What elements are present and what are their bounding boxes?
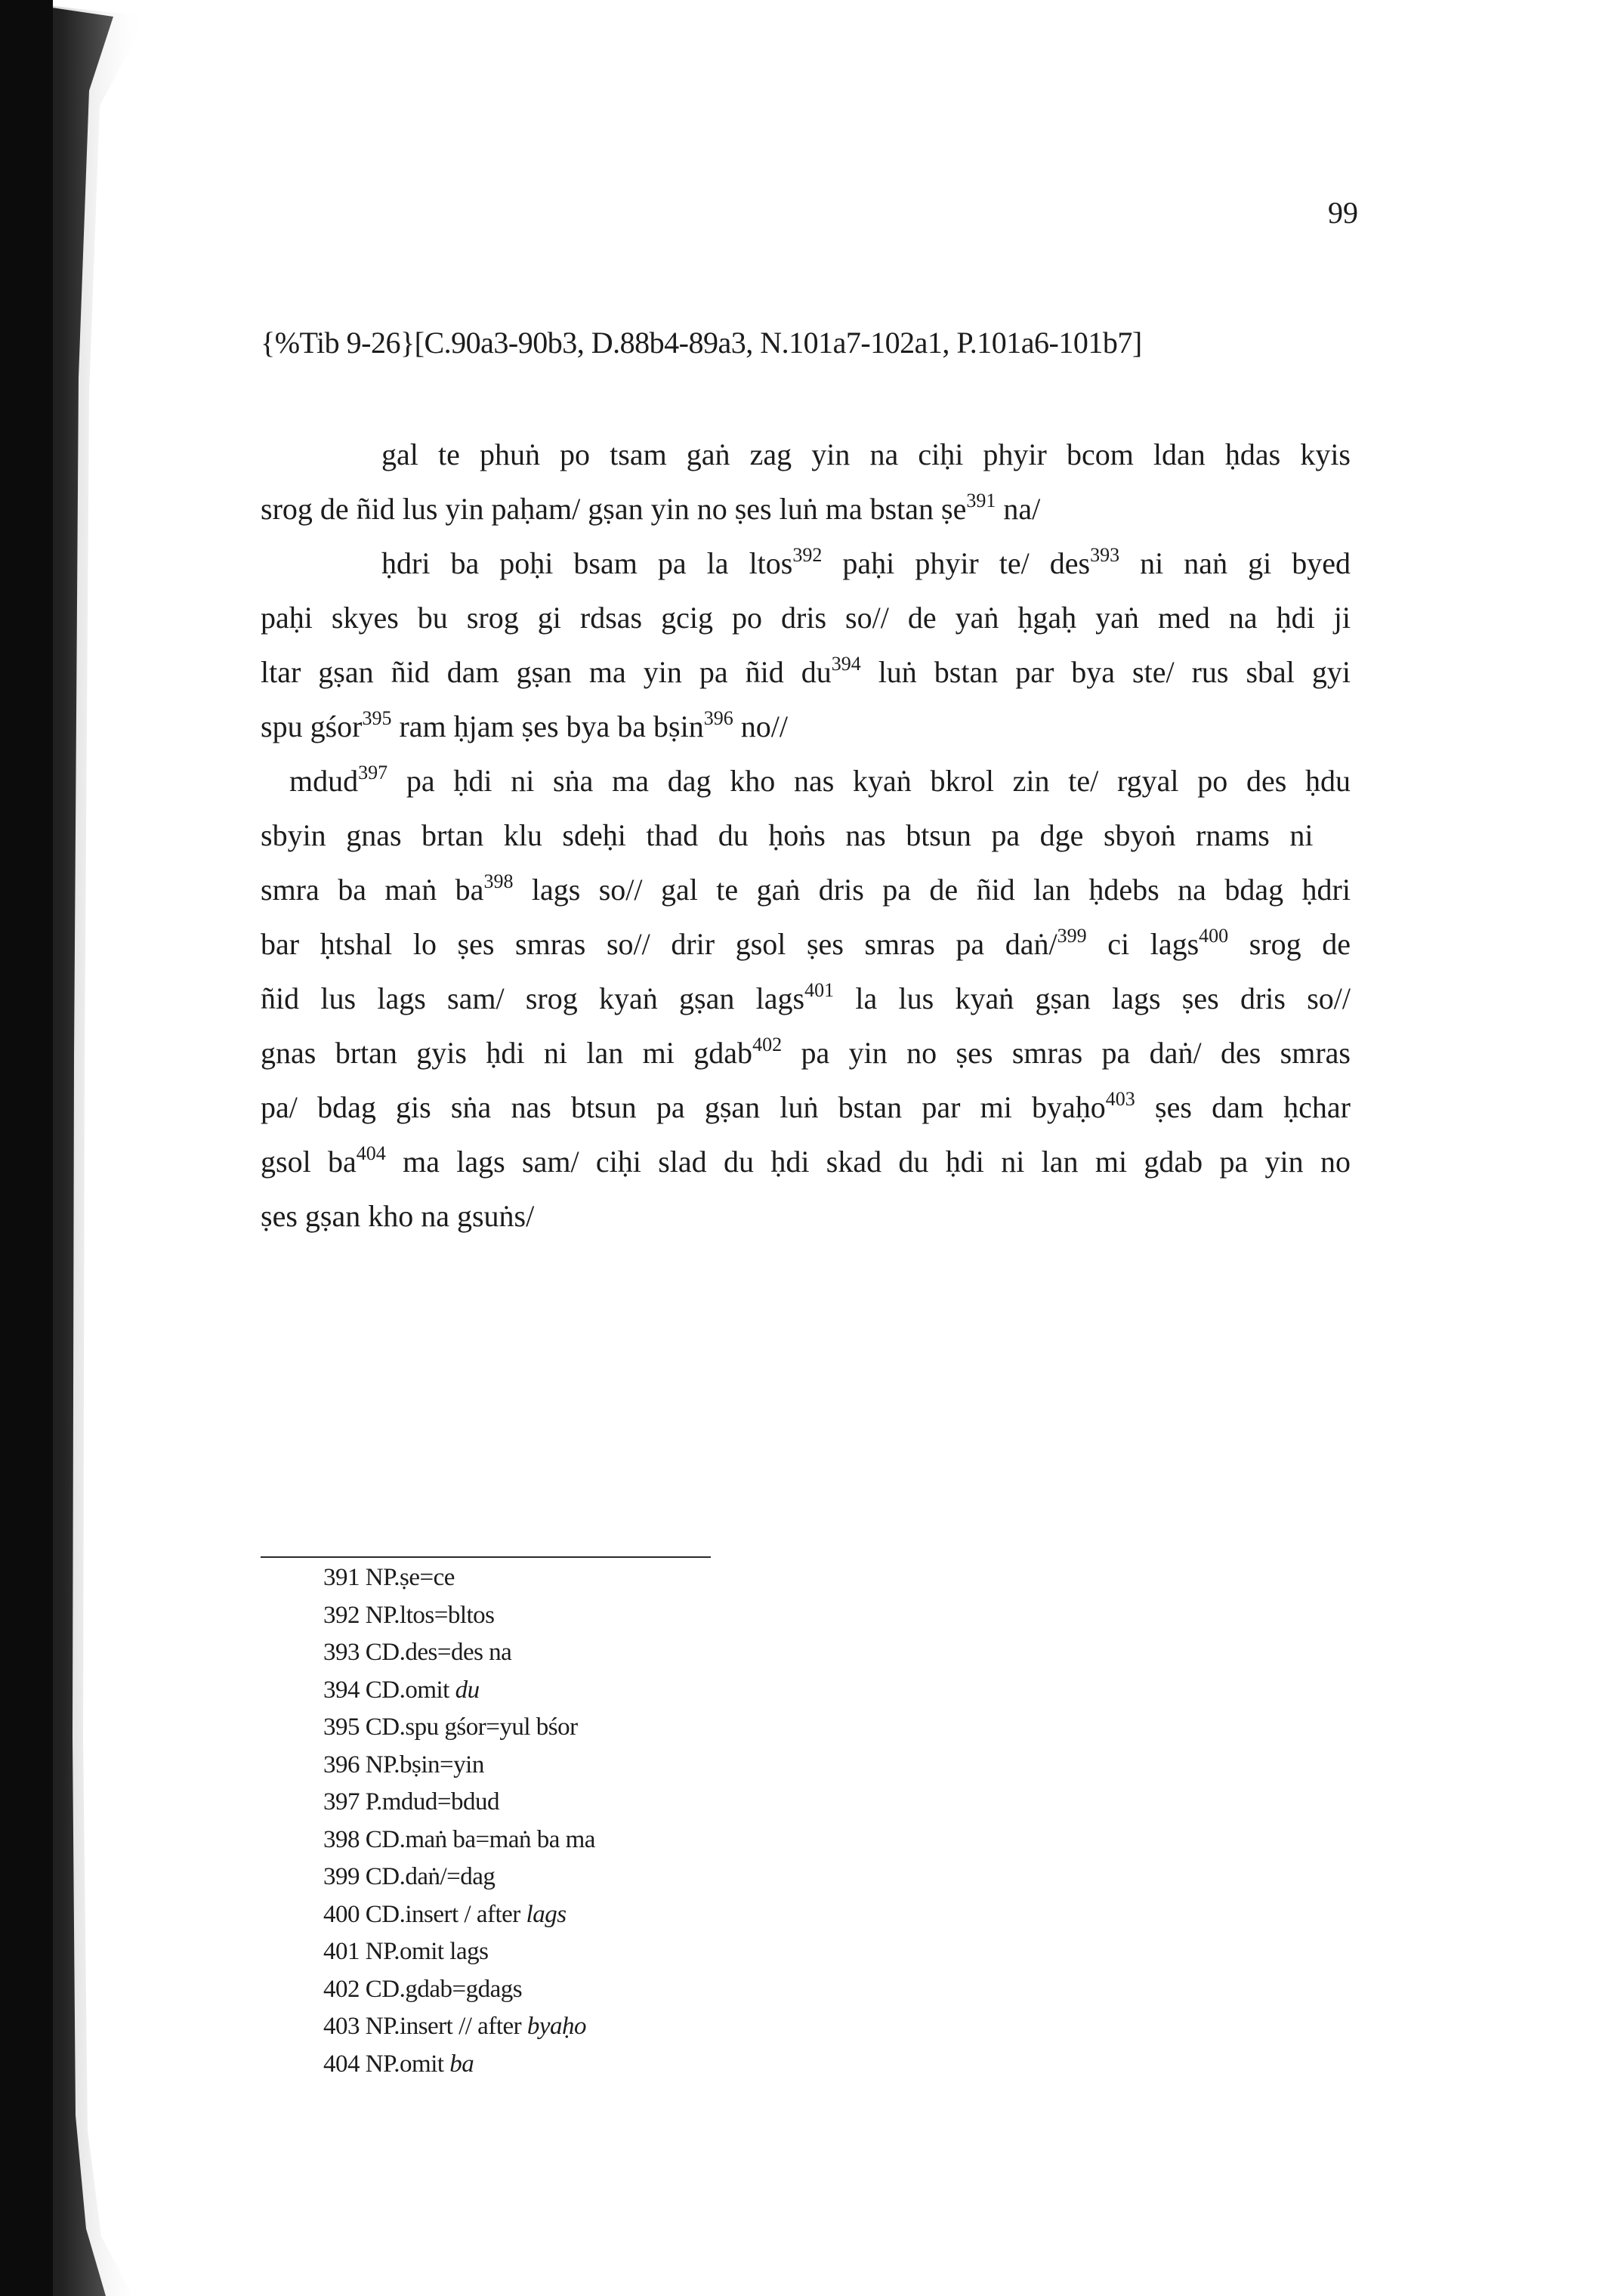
footnote-item — [323, 2013, 586, 2041]
footnote-italic-term: ba — [449, 2050, 474, 2078]
footnote-marker: 401 — [804, 979, 835, 1001]
body-line — [381, 544, 1351, 580]
footnote-item — [323, 1564, 455, 1592]
line-text: ṣes dam ḥchar — [1135, 1090, 1351, 1124]
footnote-marker: 394 — [831, 653, 861, 675]
footnote-text: 399 CD.daṅ/=dag — [323, 1863, 496, 1890]
line-text: na/ — [996, 492, 1041, 526]
line-text: lags so// gal te gaṅ dris pa de ñid lan ḥdebs na bdag ḥdri — [513, 873, 1351, 907]
footnote-marker: 400 — [1199, 925, 1229, 947]
footnote-text: 400 CD.insert / after — [323, 1900, 526, 1928]
line-text: pa yin no ṣes smras pa daṅ/ des smras — [782, 1036, 1351, 1070]
line-text: bar ḥtshal lo ṣes smras so// drir gsol ṣes smras pa daṅ/ — [261, 927, 1057, 961]
body-line — [261, 490, 1041, 526]
line-text: gnas brtan gyis ḥdi ni lan mi gdab — [261, 1036, 753, 1070]
line-text: ltar gṣan ñid dam gṣan ma yin pa ñid du — [261, 655, 832, 689]
line-text: ṣes gṣan kho na gsuṅs/ — [261, 1199, 535, 1233]
line-text: sbyin gnas brtan klu sdeḥi thad du ḥoṅs nas btsun pa dge sbyoṅ rnams ni — [261, 818, 1314, 852]
footnote-item — [323, 1751, 484, 1779]
footnote-text: 393 CD.des=des na — [323, 1639, 512, 1666]
body-line — [261, 1034, 1351, 1070]
footnote-marker: 404 — [356, 1142, 386, 1164]
line-text: pa/ bdag gis sṅa nas btsun pa gṣan luṅ bstan par mi byaḥo — [261, 1090, 1106, 1124]
line-text: gal te phuṅ po tsam gaṅ zag yin na ciḥi phyir bcom ldan ḥdas kyis — [381, 437, 1351, 471]
body-line — [261, 603, 1351, 633]
line-text: mdud — [289, 764, 359, 798]
line-text: smra ba maṅ ba — [261, 873, 484, 907]
footnote-marker: 397 — [358, 762, 388, 783]
footnote-marker: 395 — [362, 707, 392, 729]
body-line — [261, 925, 1351, 961]
footnote-marker: 399 — [1057, 925, 1087, 947]
line-text: srog de ñid lus yin paḥam/ gṣan yin no ṣes luṅ ma bstan ṣe — [261, 492, 967, 526]
footnote-marker: 391 — [966, 490, 996, 511]
line-text: ma lags sam/ ciḥi slad du ḥdi skad du ḥdi ni lan mi gdab pa yin no — [385, 1145, 1351, 1179]
footnote-item — [323, 1863, 495, 1891]
footnote-item — [323, 1602, 495, 1630]
line-text: paḥi phyir te/ des — [822, 546, 1091, 580]
body-line — [261, 653, 1351, 689]
footnote-marker: 402 — [752, 1034, 783, 1055]
footnote-item — [323, 1901, 567, 1929]
footnote-italic-term: byaḥo — [526, 2013, 587, 2040]
footnote-item — [323, 1788, 499, 1816]
footnote-marker: 398 — [483, 870, 514, 892]
footnote-text: 401 NP.omit lags — [323, 1938, 489, 1965]
line-text: ni naṅ gi byed — [1119, 546, 1351, 580]
line-text: ḥdri ba poḥi bsam pa la ltos — [381, 546, 793, 580]
body-line — [261, 1201, 534, 1231]
footnote-text: 404 NP.omit — [323, 2050, 450, 2078]
footnote-italic-term: lags — [526, 1900, 567, 1928]
line-text: la lus kyaṅ gṣan lags ṣes dris so// — [834, 981, 1351, 1015]
footnote-item — [323, 1676, 480, 1704]
line-text: pa ḥdi ni sṅa ma dag kho nas kyaṅ bkrol zin te/ rgyal po des ḥdu — [387, 764, 1351, 798]
line-text: no// — [733, 709, 788, 743]
line-text: ñid lus lags sam/ srog kyaṅ gṣan lags — [261, 981, 805, 1015]
line-text: paḥi skyes bu srog gi rdsas gcig po dris so// de yaṅ ḥgaḥ yaṅ med na ḥdi ji — [261, 601, 1351, 635]
footnote-text: 402 CD.gdab=gdags — [323, 1975, 523, 2003]
footnote-item — [323, 1639, 511, 1667]
line-text: srog de — [1228, 927, 1351, 961]
footnote-text: 392 NP.ltos=bltos — [323, 1601, 495, 1629]
body-line — [261, 1142, 1351, 1179]
footnote-text: 398 CD.maṅ ba=maṅ ba ma — [323, 1825, 595, 1853]
body-line — [381, 437, 1351, 471]
body-line — [261, 870, 1351, 907]
body-line — [261, 707, 788, 743]
footnote-marker: 393 — [1090, 544, 1120, 566]
line-text: ram ḥjam ṣes bya ba bṣin — [391, 709, 704, 743]
footnote-marker: 396 — [703, 707, 733, 729]
source-reference: {%Tib 9-26}[C.90a3-90b3, D.88b4-89a3, N.101a7-102a1, P.101a6-101b7] — [261, 326, 1142, 360]
footnote-text: 396 NP.bṣin=yin — [323, 1751, 484, 1778]
footnote-italic-term: du — [455, 1676, 480, 1704]
line-text: gsol ba — [261, 1145, 357, 1179]
page-number: 99 — [1328, 196, 1358, 230]
footnote-item — [323, 1976, 522, 2004]
footnote-item — [323, 1826, 595, 1854]
line-text: luṅ bstan par bya ste/ rus sbal gyi — [860, 655, 1351, 689]
body-line — [261, 979, 1351, 1015]
footnote-divider — [261, 1556, 711, 1558]
footnote-text: 391 NP.ṣe=ce — [323, 1564, 455, 1591]
body-line — [289, 762, 1351, 798]
footnote-marker: 392 — [792, 544, 823, 566]
footnote-text: 394 CD.omit — [323, 1676, 455, 1704]
footnote-text: 395 CD.spu gśor=yul bśor — [323, 1714, 578, 1741]
footnote-marker: 403 — [1105, 1088, 1135, 1110]
footnote-item — [323, 2050, 474, 2078]
body-line — [261, 820, 1313, 851]
footnote-text: 403 NP.insert // after — [323, 2013, 527, 2040]
line-text: spu gśor — [261, 709, 363, 743]
footnote-item — [323, 1714, 578, 1741]
footnote-item — [323, 1938, 488, 1966]
line-text: ci lags — [1086, 927, 1199, 961]
binding-shadow — [0, 0, 151, 2296]
footnote-text: 397 P.mdud=bdud — [323, 1788, 499, 1815]
body-line — [261, 1088, 1351, 1124]
